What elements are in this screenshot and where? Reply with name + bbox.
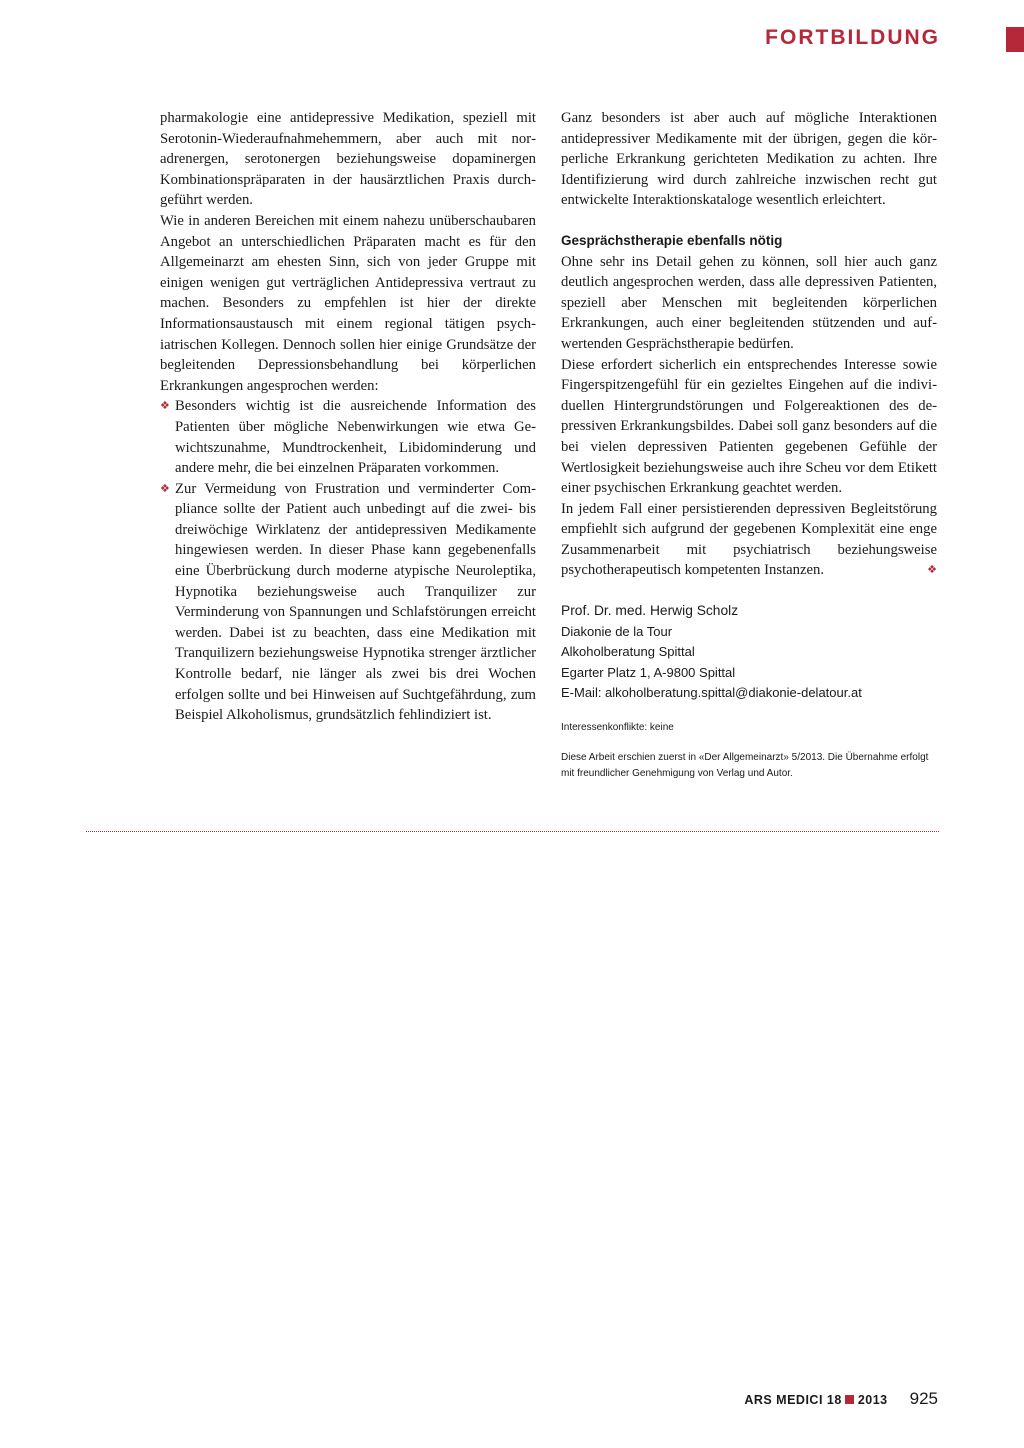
author-email: E-Mail: alkoholberatung.spittal@diakonie-delatour.at (561, 685, 862, 701)
bullet-item-2-text: Zur Vermeidung von Frustration und verminderter Compliance sollte der Patient auch unbedingt auf die zwei- bis dreiwöchige Wirklatenz der antidepressiven Medikamente hingewiesen werden. In dieser Phase kann gegebenenfalls eine Überbrückung durch moderne atypische Neuroleptika, Hypnotika beziehungsweise auch Tranquilizer zur Verminderung von Spannungen und Schlafstörungen erreicht werden. Dabei ist zu beachten, dass eine Medikation mit Tranquilizern beziehungsweise Hypnotika strenger ärztlicher Kontrolle bedarf, nie länger als zwei bis drei Wochen erfolgen sollte und bei Hinweisen auf Suchtgefährdung, zum Beispiel Alkoholismus, grundsätzlich fehlindiziert ist. (175, 480, 536, 724)
bullet-item-1 (160, 396, 536, 478)
bullet-item-2 (160, 479, 536, 726)
right-paragraph-4-text: In jedem Fall einer persistierenden depressiven Begleitstörung empfiehlt sich aufgrund der gegebenen Komplexität eine enge Zusammenarbeit mit psychiatrisch beziehungsweise psychotherapeutisch kompetenten Instanzen. (561, 500, 937, 579)
page-number: 925 (909, 1389, 938, 1408)
author-name: Prof. Dr. med. Herwig Scholz (561, 603, 739, 619)
section-color-tab (1006, 27, 1024, 52)
author-address: Egarter Platz 1, A-9800 Spittal (561, 664, 736, 680)
journal-year: 2013 (857, 1393, 888, 1407)
bullet-item-1-text: Besonders wichtig ist die ausreichende Information des Patienten über mögliche Nebenwirkungen wie etwa Gewichtszunahme, Mundtrockenheit, Libidominderung und andere mehr, die bei einzelnen Präparaten vorkommen. (175, 398, 536, 477)
bullet-diamond-icon: ❖ (160, 400, 170, 413)
author-block (561, 601, 937, 704)
right-paragraph-1: Ganz besonders ist aber auch auf mögliche Interaktionen antidepressiver Medikamente mit der übrigen, gegen die körperliche Erkrankung gerichteten Medikation zu achten. Ihre Identifizierung wird durch zahlreiche inzwischen recht gut entwickelte Interaktionskataloge wesentlich erleichtert. (561, 110, 937, 209)
dotted-divider (86, 831, 939, 832)
author-department: Alkoholberatung Spittal (561, 644, 695, 660)
footer-square-icon (845, 1395, 854, 1404)
author-organisation: Diakonie de la Tour (561, 623, 673, 639)
sub-heading: Gesprächstherapie ebenfalls nötig (561, 232, 783, 248)
right-paragraph-2: Ohne sehr ins Detail gehen zu können, soll hier auch ganz deutlich angesprochen werden, dass alle depressiven Patienten, speziell aber Menschen mit begleitenden körperlichen Erkrankungen, auch einer begleitenden stützenden und aufwertenden Gesprächstherapie bedürfen. (561, 253, 937, 352)
page-footer (744, 1389, 938, 1409)
left-paragraph-2: Wie in anderen Bereichen mit einem nahezu unüberschaubaren Angebot an unterschiedlichen Präparaten macht es für den Allgemeinarzt am ehesten Sinn, sich von jeder Gruppe mit einigen wenigen gut verträglichen Antidepressiva vertraut zu machen. Besonders zu empfehlen ist hier der direkte Informationsaustausch mit einem regional tätigen psychiatrischen Kollegen. Dennoch sollen hier einige Grundsätze der begleitenden Depressionsbehandlung bei körperlichen Erkrankungen angesprochen werden: (160, 212, 536, 394)
journal-name: ARS MEDICI 18 (744, 1393, 842, 1407)
bullet-diamond-icon: ❖ (160, 482, 170, 495)
source-note: Diese Arbeit erschien zuerst in «Der Allgemeinarzt» 5/2013. Die Übernahme erfolgt mit freundlicher Genehmigung von Verlag und Autor. (561, 752, 929, 780)
left-column (160, 108, 536, 726)
right-paragraph-3: Diese erfordert sicherlich ein entsprechendes Interesse sowie Fingerspitzengefühl für ein gezieltes Eingehen auf die individuellen Hintergrundstörungen und Folgereaktionen des depressiven Erkrankungsbildes. Dabei soll ganz besonders auf die bei vielen depressiven Patienten gegebenen Gefühle der Wertlosigkeit beziehungsweise auch ihre Scheu vor dem Etikett einer psychischen Erkrankung geachtet werden. (561, 356, 937, 497)
left-paragraph-1: pharmakologie eine antidepressive Medikation, speziell mit Serotonin-Wiederaufnahmehemmern, aber auch mit noradrenergen, serotonergen beziehungsweise dopaminergen Kombinationspräparaten in der hausärztlichen Praxis durchgeführt werden. (160, 110, 536, 209)
end-diamond-icon: ❖ (927, 564, 937, 577)
section-title: FORTBILDUNG (765, 26, 940, 49)
right-paragraph-4 (561, 499, 937, 581)
right-column (561, 108, 937, 782)
conflicts-note: Interessenkonflikte: keine (561, 722, 674, 734)
